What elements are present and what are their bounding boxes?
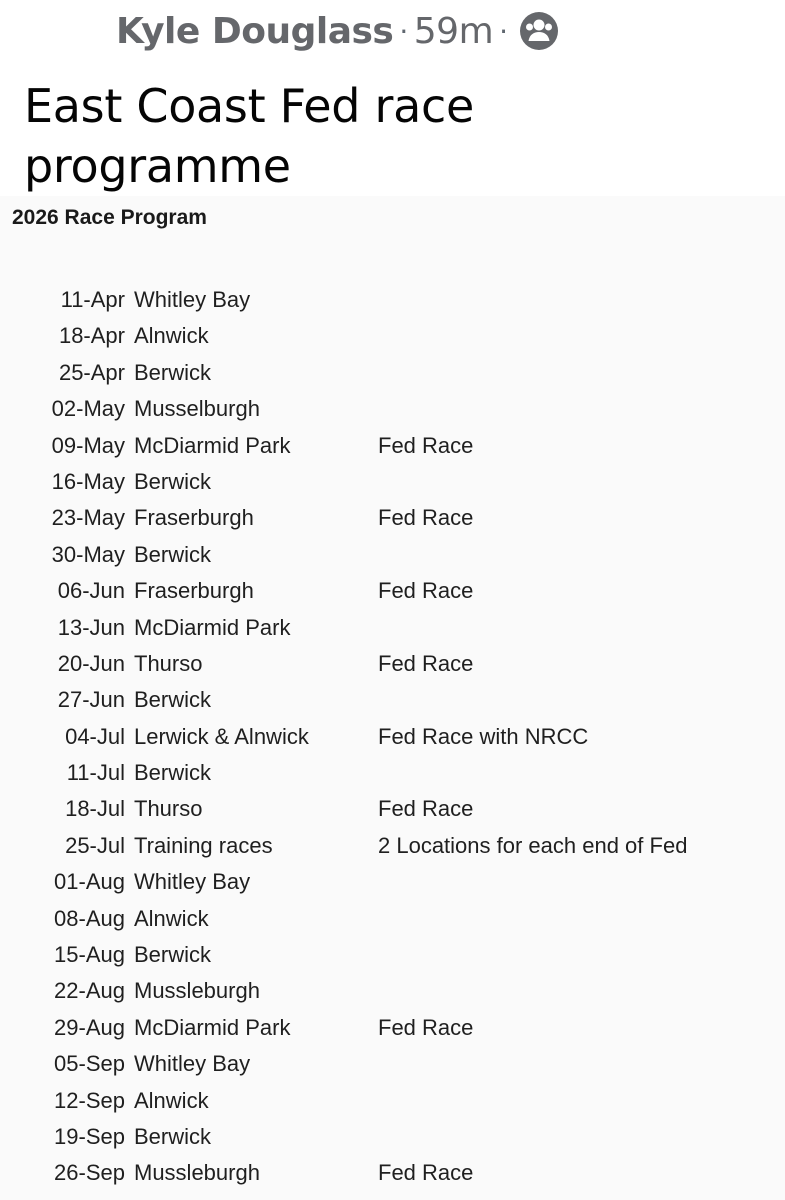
race-row xyxy=(0,828,785,864)
race-note: Fed Race xyxy=(378,1160,474,1186)
race-program-image[interactable] xyxy=(0,196,785,1200)
race-date: 13-Jun xyxy=(57,614,125,640)
race-row xyxy=(0,1083,785,1119)
race-row xyxy=(0,1046,785,1082)
race-venue: Musselburgh xyxy=(134,396,260,422)
author-name[interactable]: Kyle Douglass xyxy=(116,10,394,52)
race-venue: Mussleburgh xyxy=(134,978,260,1004)
race-venue: Mussleburgh xyxy=(134,1160,260,1186)
race-date: 01-Aug xyxy=(54,869,125,895)
race-date: 23-May xyxy=(51,505,125,531)
race-row xyxy=(0,719,785,755)
race-venue: McDiarmid Park xyxy=(134,614,291,640)
race-venue: Thurso xyxy=(134,650,203,676)
race-note: 2 Locations for each end of Fed xyxy=(378,832,688,858)
race-note: Fed Race xyxy=(378,796,474,822)
race-date: 27-Jun xyxy=(57,687,125,713)
race-date: 20-Jun xyxy=(57,650,125,676)
race-row xyxy=(0,901,785,937)
separator-dot: · xyxy=(399,14,408,48)
race-date: 22-Aug xyxy=(54,978,125,1004)
race-row xyxy=(0,355,785,391)
separator-dot: · xyxy=(499,14,508,48)
race-venue: Berwick xyxy=(134,359,212,385)
race-date: 06-Jun xyxy=(57,578,125,604)
race-row xyxy=(0,973,785,1009)
race-venue: Berwick xyxy=(134,760,212,786)
post-title: East Coast Fed race programme xyxy=(24,79,475,193)
race-row xyxy=(0,282,785,318)
race-row xyxy=(0,573,785,609)
race-venue: Whitley Bay xyxy=(134,1051,251,1077)
post-header xyxy=(116,8,560,54)
race-venue: Whitley Bay xyxy=(134,869,251,895)
race-date: 26-Sep xyxy=(54,1160,125,1186)
race-date: 09-May xyxy=(51,432,125,458)
race-note: Fed Race xyxy=(378,1014,474,1040)
race-date: 25-Apr xyxy=(58,359,125,385)
race-venue: Fraserburgh xyxy=(134,505,254,531)
race-row xyxy=(0,537,785,573)
race-date: 04-Jul xyxy=(65,723,125,749)
friends-circle-icon[interactable] xyxy=(518,10,560,52)
race-date: 15-Aug xyxy=(54,942,125,968)
race-row xyxy=(0,646,785,682)
race-note: Fed Race xyxy=(378,650,474,676)
race-row xyxy=(0,318,785,354)
race-row xyxy=(0,428,785,464)
race-venue: Berwick xyxy=(134,942,212,968)
race-row xyxy=(0,755,785,791)
race-venue: Berwick xyxy=(134,468,212,494)
race-row xyxy=(0,464,785,500)
race-date: 30-May xyxy=(51,541,125,567)
race-venue: Thurso xyxy=(134,796,203,822)
race-note: Fed Race xyxy=(378,505,474,531)
race-venue: Fraserburgh xyxy=(134,578,254,604)
race-list xyxy=(0,282,785,1192)
race-date: 25-Jul xyxy=(65,832,125,858)
race-row xyxy=(0,1155,785,1191)
race-date: 11-Apr xyxy=(60,287,125,312)
race-date: 05-Sep xyxy=(54,1051,125,1077)
race-row xyxy=(0,391,785,427)
race-row xyxy=(0,937,785,973)
race-row xyxy=(0,1010,785,1046)
race-date: 18-Apr xyxy=(58,323,125,349)
race-row xyxy=(0,864,785,900)
race-date: 12-Sep xyxy=(54,1087,125,1113)
race-row xyxy=(0,500,785,536)
race-row xyxy=(0,791,785,827)
race-note: Fed Race xyxy=(378,432,474,458)
race-venue: Berwick xyxy=(134,1123,212,1149)
race-note: Fed Race with NRCC xyxy=(378,723,589,749)
race-venue: Training races xyxy=(134,832,273,858)
race-date: 08-Aug xyxy=(54,905,125,931)
race-date: 11-Jul xyxy=(66,760,125,786)
program-heading: 2026 Race Program xyxy=(12,206,207,229)
race-date: 29-Aug xyxy=(54,1014,125,1040)
race-row xyxy=(0,610,785,646)
race-venue: Berwick xyxy=(134,541,212,567)
race-venue: Alnwick xyxy=(134,1087,209,1113)
post-timestamp[interactable]: 59m xyxy=(413,10,494,52)
race-date: 16-May xyxy=(51,468,125,494)
race-venue: Whitley Bay xyxy=(134,287,251,312)
race-note: Fed Race xyxy=(378,578,474,604)
race-venue: McDiarmid Park xyxy=(134,432,291,458)
race-date: 19-Sep xyxy=(54,1123,125,1149)
race-venue: Alnwick xyxy=(134,323,209,349)
race-venue: Berwick xyxy=(134,687,212,713)
race-date: 18-Jul xyxy=(65,796,125,822)
race-venue: Alnwick xyxy=(134,905,209,931)
race-date: 02-May xyxy=(51,396,125,422)
race-venue: McDiarmid Park xyxy=(134,1014,291,1040)
race-row xyxy=(0,682,785,718)
race-row xyxy=(0,1119,785,1155)
race-venue: Lerwick & Alnwick xyxy=(134,723,309,749)
